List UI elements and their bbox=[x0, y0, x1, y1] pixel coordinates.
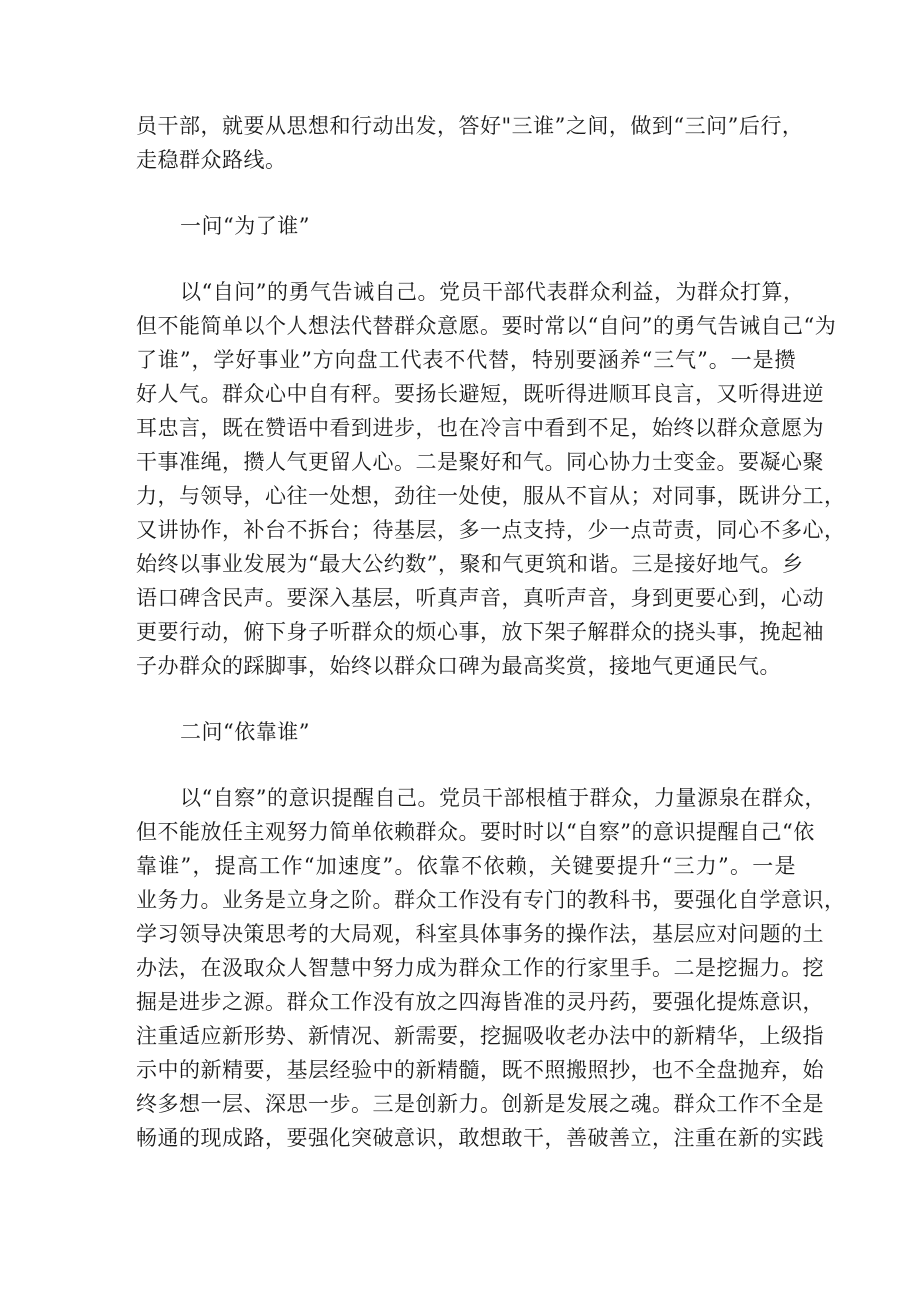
section1-line-5: 耳忠言，既在赞语中看到进步，也在冷言中看到不足，始终以群众意愿为 bbox=[136, 416, 824, 440]
section2-line-11: 畅通的现成路，要强化突破意识，敢想敢干，善破善立，注重在新的实践 bbox=[136, 1126, 824, 1150]
section2-heading: 二问“依靠谁” bbox=[180, 720, 310, 744]
section1-line-10: 语口碑含民声。要深入基层，听真声音，真听声音，身到更要心到，心动 bbox=[136, 586, 824, 610]
section2-line-9: 示中的新精要，基层经验中的新精髓，既不照搬照抄，也不全盘抛弃，始 bbox=[136, 1058, 824, 1082]
section1-line-12: 子办群众的踩脚事，始终以群众口碑为最高奖赏，接地气更通民气。 bbox=[136, 654, 781, 678]
intro-line-2: 走稳群众路线。 bbox=[136, 148, 287, 172]
section1-line-9: 始终以事业发展为“最大公约数”，聚和气更筑和谐。三是接好地气。乡 bbox=[136, 552, 804, 576]
section2-line-2: 但不能放任主观努力简单依赖群众。要时时以“自察”的意识提醒自己“依 bbox=[136, 820, 815, 844]
section1-line-1: 以“自问”的勇气告诫自己。党员干部代表群众利益，为群众打算， bbox=[180, 280, 805, 304]
section1-line-11: 更要行动，俯下身子听群众的烦心事，放下架子解群众的挠头事，挽起袖 bbox=[136, 620, 824, 644]
section2-line-6: 办法，在汲取众人智慧中努力成为群众工作的行家里手。二是挖掘力。挖 bbox=[136, 956, 824, 980]
section1-line-7: 力，与领导，心往一处想，劲往一处使，服从不盲从；对同事，既讲分工， bbox=[136, 484, 846, 508]
section2-line-1: 以“自察”的意识提醒自己。党员干部根植于群众，力量源泉在群众， bbox=[180, 786, 826, 810]
section2-line-7: 掘是进步之源。群众工作没有放之四海皆准的灵丹药，要强化提炼意识， bbox=[136, 990, 824, 1014]
section2-line-4: 业务力。业务是立身之阶。群众工作没有专门的教科书，要强化自学意识， bbox=[136, 888, 846, 912]
section2-line-10: 终多想一层、深思一步。三是创新力。创新是发展之魂。群众工作不全是 bbox=[136, 1092, 824, 1116]
section1-line-6: 干事准绳，攒人气更留人心。二是聚好和气。同心协力士变金。要凝心聚 bbox=[136, 450, 824, 474]
section2-line-5: 学习领导决策思考的大局观，科室具体事务的操作法，基层应对问题的土 bbox=[136, 922, 824, 946]
section1-line-2: 但不能简单以个人想法代替群众意愿。要时常以“自问”的勇气告诫自己“为 bbox=[136, 314, 837, 338]
section2-line-8: 注重适应新形势、新情况、新需要，挖掘吸收老办法中的新精华，上级指 bbox=[136, 1024, 824, 1048]
section1-heading: 一问“为了谁” bbox=[180, 214, 310, 238]
section2-line-3: 靠谁”，提高工作“加速度”。依靠不依赖，关键要提升“三力”。一是 bbox=[136, 854, 796, 878]
section1-line-4: 好人气。群众心中自有秤。要扬长避短，既听得进顺耳良言，又听得进逆 bbox=[136, 382, 824, 406]
section1-line-8: 又讲协作，补台不拆台；待基层，多一点支持，少一点苛责，同心不多心， bbox=[136, 518, 846, 542]
intro-line-1: 员干部，就要从思想和行动出发，答好"三谁”之间，做到“三问”后行， bbox=[136, 114, 804, 138]
section1-line-3: 了谁”，学好事业”方向盘工代表不代替，特别要涵养“三气”。一是攒 bbox=[136, 348, 796, 372]
